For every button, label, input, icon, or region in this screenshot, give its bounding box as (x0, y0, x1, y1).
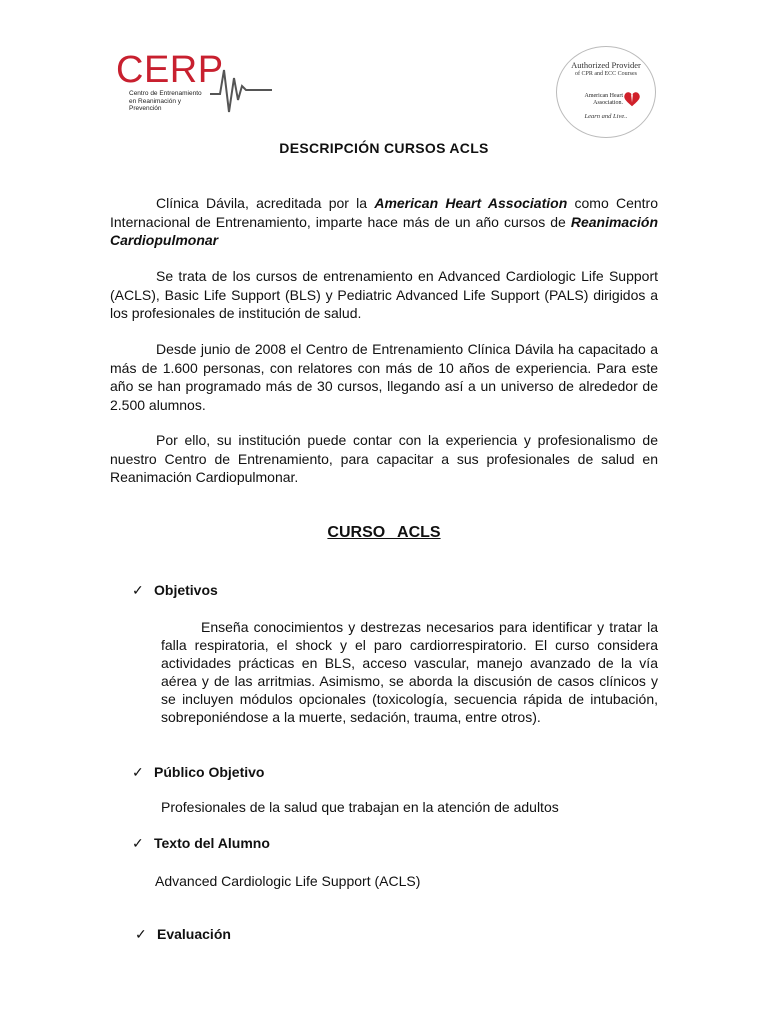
heartbeat-line-icon (210, 64, 272, 116)
check-icon: ✓ (132, 764, 144, 780)
page-title: DESCRIPCIÓN CURSOS ACLS (279, 140, 489, 156)
cerp-logo-text: CERP (116, 49, 224, 91)
intro-paragraph: Clínica Dávila, acreditada por la American Heart Association como Centro Internacional de Entrenamiento, imparte hace más de un año cursos de Reanimación Cardiopulmonar (110, 195, 658, 248)
courses-paragraph: Se trata de los cursos de entrenamiento en Advanced Cardiologic Life Support (ACLS), Basic Life Support (BLS) y Pediatric Advanced Life Support (PALS) dirigidos a los profesionales de institución de salud. (110, 268, 658, 321)
seal-tagline: Learn and Live.. (584, 113, 628, 120)
history-paragraph: Desde junio de 2008 el Centro de Entrenamiento Clínica Dávila ha capacitado a más de 1.600 personas, con relatores con más de 10 años de experiencia. Para este año se han programado más de 30 cursos, llegando así a un universo de alrededor de 2.500 alumnos. (110, 341, 658, 413)
section-objetivos: ✓ Objetivos (132, 582, 218, 598)
section-publico-objetivo: ✓ Público Objetivo (132, 764, 265, 780)
aha-authorized-provider-seal (556, 46, 656, 138)
publico-objetivo-text: Profesionales de la salud que trabajan en la atención de adultos (161, 799, 559, 815)
cerp-logo (116, 50, 276, 120)
seal-org-name: American Heart Association. (584, 93, 623, 106)
objetivos-text: Enseña conocimientos y destrezas necesarios para identificar y tratar la falla respiratoria, el shock y el paro cardiorrespiratorio. El curso considera actividades prácticas en BLS, acceso vascular, manejo avanzado de la vía aérea y de las arritmias. Asimismo, se aborda la discusión de casos clínicos y se incluyen módulos opcionales (toxicología, secuencia rápida de intubación, sobreponiéndose a la muerte, sedación, trauma, entre otros). (161, 619, 658, 725)
check-icon: ✓ (132, 835, 144, 851)
seal-line2: of CPR and ECC Courses (574, 71, 637, 77)
section-texto-del-alumno: ✓ Texto del Alumno (132, 835, 270, 851)
check-icon: ✓ (135, 926, 147, 942)
section-evaluacion: ✓ Evaluación (135, 926, 231, 942)
cerp-logo-subtitle: Centro de Entrenamiento en Reanimación y Prevención (129, 90, 202, 112)
texto-del-alumno-text: Advanced Cardiologic Life Support (ACLS) (155, 873, 421, 889)
closing-paragraph: Por ello, su institución puede contar con la experiencia y profesionalismo de nuestro Centro de Entrenamiento, para capacitar a sus profesionales de salud en Reanimación Cardiopulmonar. (110, 432, 658, 485)
check-icon: ✓ (132, 582, 144, 598)
seal-line1: Authorized Provider (571, 60, 641, 70)
heart-torch-icon (623, 90, 641, 108)
course-heading: CURSO ACLS (327, 524, 441, 541)
